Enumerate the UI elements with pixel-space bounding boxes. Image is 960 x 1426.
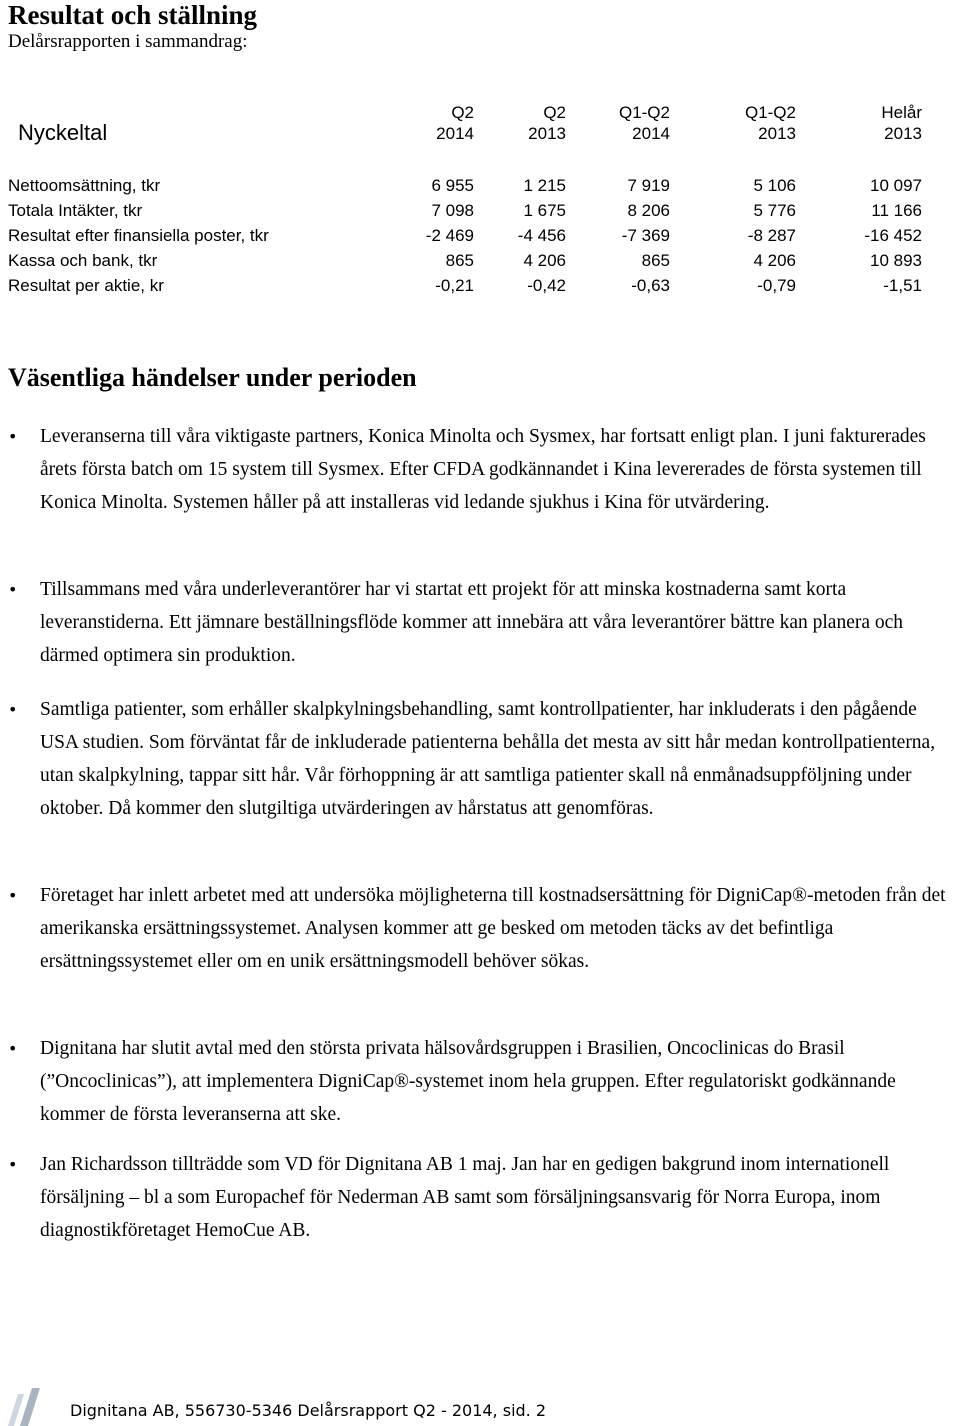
table-cell: 6 955 — [431, 176, 474, 195]
page-title: Resultat och ställning — [8, 0, 258, 30]
row-label: Nettoomsättning, tkr — [8, 176, 161, 195]
list-item-text: Dignitana har slutit avtal med den största privata hälsovårdsgruppen i Brasilien, Oncoclinicas do Brasil (”Oncoclinicas”), att implementera DigniCap®-systemet inom hela gruppen. Efter regulatoriskt godkännande kommer de första leveranserna att ske. — [40, 1038, 896, 1125]
table-cell: -7 369 — [621, 226, 670, 245]
bullet-icon: • — [8, 700, 18, 719]
table-cell: 11 166 — [871, 201, 922, 220]
column-header — [802, 102, 922, 144]
company-logo-mark — [6, 1386, 46, 1426]
table-cell: -0,63 — [631, 276, 670, 295]
table-cell: 5 776 — [753, 201, 796, 220]
list-item-text: Samtliga patienter, som erhåller skalpkylningsbehandling, samt kontrollpatienter, har inkluderats i den pågående USA studien. Som förväntat får de inkluderade patienterna behålla det mesta av sitt hår medan kontrollpatienterna, utan skalpkylning, tappar sitt hår. Vår förhoppning är att samtliga patienter skall nå enmånadsuppföljning under oktober. Då kommer den slutgiltiga utvärderingen av hårstatus att genomföras. — [40, 699, 936, 819]
table-cell: -0,21 — [435, 276, 474, 295]
column-header-year: 2014 — [632, 124, 670, 143]
bullet-icon: • — [8, 1155, 18, 1174]
table-cell: 5 106 — [753, 176, 796, 195]
table-cell: 1 215 — [523, 176, 566, 195]
table-cell: 7 098 — [431, 201, 474, 220]
list-item-text: Jan Richardsson tillträdde som VD för Dignitana AB 1 maj. Jan har en gedigen bakgrund inom internationell försäljning – bl a som Europachef för Nederman AB samt som försäljningsansvarig för Norra Europa, inom diagnostikföretaget HemoCue AB. — [40, 1154, 890, 1241]
table-cell: 1 675 — [523, 201, 566, 220]
table-row — [0, 223, 960, 248]
table-cell: -8 287 — [747, 226, 796, 245]
page-footer: Dignitana AB, 556730-5346 Delårsrapport Q2 - 2014, sid. 2 — [70, 1401, 547, 1420]
row-label: Resultat efter finansiella poster, tkr — [8, 226, 269, 245]
row-label: Totala Intäkter, tkr — [8, 201, 143, 220]
column-header-year: 2013 — [758, 124, 796, 143]
table-row — [0, 173, 960, 198]
column-header-period: Q1-Q2 — [744, 103, 796, 122]
column-header-period: Q2 — [543, 103, 566, 122]
bullet-icon: • — [8, 1039, 18, 1058]
column-header — [446, 102, 566, 144]
table-row — [0, 198, 960, 223]
table-cell: -0,79 — [757, 276, 796, 295]
table-cell: 10 893 — [870, 251, 922, 270]
table-cell: 8 206 — [627, 201, 670, 220]
column-header — [676, 102, 796, 144]
table-cell: 10 097 — [870, 176, 922, 195]
column-header-year: 2014 — [436, 124, 474, 143]
table-cell: -0,42 — [527, 276, 566, 295]
table-cell: -16 452 — [864, 226, 922, 245]
column-header — [550, 102, 670, 144]
table-row — [0, 248, 960, 273]
table-cell: -4 456 — [517, 226, 566, 245]
table-row — [0, 273, 960, 298]
table-cell: 4 206 — [753, 251, 796, 270]
bullet-icon: • — [8, 886, 18, 905]
list-item-text: Företaget har inlett arbetet med att undersöka möjligheterna till kostnadsersättning för DigniCap®-metoden från det amerikanska ersättningssystemet. Analysen kommer att ge besked om metoden täcks av det befintliga ersättningssystemet eller om en unik ersättningsmodell behöver sökas. — [40, 885, 946, 972]
row-label: Resultat per aktie, kr — [8, 276, 164, 295]
list-item-text: Leveranserna till våra viktigaste partners, Konica Minolta och Sysmex, har fortsatt enligt plan. I juni fakturerades årets första batch om 15 system till Sysmex. Efter CFDA godkännandet i Kina levererades de första systemen till Konica Minolta. Systemen håller på att installeras vid ledande sjukhus i Kina för utvärdering. — [40, 426, 926, 513]
key-figures-title: Nyckeltal — [18, 120, 108, 145]
table-cell: 4 206 — [523, 251, 566, 270]
column-header-period: Q2 — [451, 103, 474, 122]
bullet-icon: • — [8, 427, 18, 446]
table-cell: 865 — [641, 251, 670, 270]
list-item-text: Tillsammans med våra underleverantörer har vi startat ett projekt för att minska kostnaderna samt korta leveranstiderna. Ett jämnare beställningsflöde kommer att innebära att våra leverantörer bättre kan planera och därmed optimera sin produktion. — [40, 579, 904, 666]
page-subtitle: Delårsrapporten i sammandrag: — [8, 31, 248, 52]
section-title: Väsentliga händelser under perioden — [8, 363, 417, 392]
row-label: Kassa och bank, tkr — [8, 251, 158, 270]
column-header-period: Q1-Q2 — [618, 103, 670, 122]
table-cell: -1,51 — [883, 276, 922, 295]
column-header-period: Helår — [881, 103, 922, 122]
bullet-icon: • — [8, 580, 18, 599]
column-header-year: 2013 — [528, 124, 566, 143]
table-cell: 7 919 — [627, 176, 670, 195]
table-cell: 865 — [445, 251, 474, 270]
column-header-year: 2013 — [884, 124, 922, 143]
table-cell: -2 469 — [425, 226, 474, 245]
